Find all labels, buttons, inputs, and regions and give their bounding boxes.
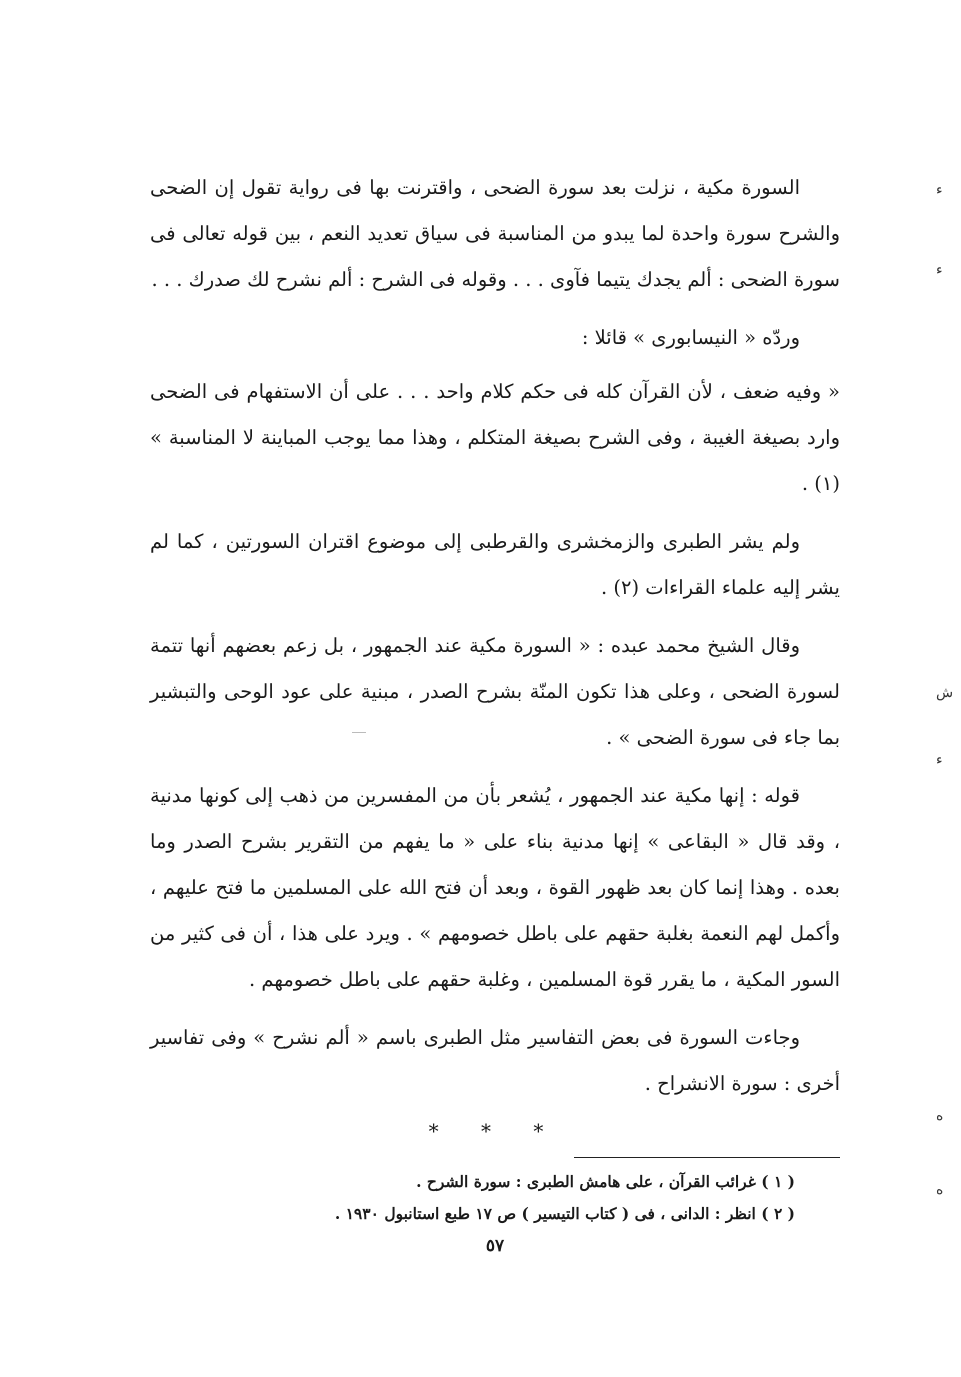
margin-mark: ء <box>936 262 943 278</box>
paragraph-abduh: وقال الشيخ محمد عبده : « السورة مكية عند الجمهور ، بل زعم بعضهم أنها تتمة لسورة الضحى ، وعلى هذا تكون المنّة بشرح الصدر ، مبنية على عود الوحى والتبشير بما جاء فى سورة الضحى » . <box>150 634 840 749</box>
margin-mark: ء <box>936 182 943 198</box>
margin-mark: ه <box>936 1182 944 1198</box>
footnote-divider <box>574 1157 840 1158</box>
section-separator: * * * <box>428 1119 562 1143</box>
scan-artifact <box>352 732 366 733</box>
margin-mark: ء <box>936 752 943 768</box>
paragraph-intro: السورة مكية ، نزلت بعد سورة الضحى ، واقترنت بها فى رواية تقول إن الضحى والشرح سورة واحدة لما يبدو من المناسبة فى سياق تعديد النعم ، بين قوله تعالى فى سورة الضحى : ألم يجدك يتيما فآوى . . . وقوله فى الشرح : ألم نشرح لك صدرك . . . <box>150 176 840 291</box>
footnotes <box>150 1166 840 1230</box>
paragraph-tabari: ولم يشر الطبرى والزمخشرى والقرطبى إلى موضوع اقتران السورتين ، كما لم يشر إليه علماء القراءات (٢) . <box>150 530 840 599</box>
paragraph-commentary: قوله : إنها مكية عند الجمهور ، يُشعر بأن من المفسرين من ذهب إلى كونها مدنية ، وقد قال « البقاعى » إنها مدنية بناء على « ما يفهم من التقرير بشرح الصدر وما بعده . وهذا إنما كان بعد ظهور القوة ، وبعد أن فتح الله على المسلمين ما فتح عليهم ، وأكمل لهم النعمة بغلبة حقهم على باطل خصومهم » . ويرد على هذا ، أن فى كثير من السور المكية ، ما يقرر قوة المسلمين ، وغلبة حقهم على باطل خصومهم . <box>150 784 840 991</box>
margin-mark: ه <box>936 1108 944 1124</box>
page-content <box>150 165 840 1256</box>
paragraph-nisaburi-intro: وردّه « النيسابورى » قائلا : <box>581 326 800 349</box>
margin-mark: ش <box>936 685 954 701</box>
page-number: ٥٧ <box>485 1236 505 1256</box>
paragraph-names: وجاءت السورة فى بعض التفاسير مثل الطبرى باسم « ألم نشرح » وفى تفاسير أخرى : سورة الانشراح . <box>150 1026 840 1095</box>
paragraph-nisaburi-quote: « وفيه ضعف ، لأن القرآن كله فى حكم كلام واحد . . . على أن الاستفهام فى الضحى وارد بصيغة الغيبة ، وفى الشرح بصيغة المتكلم ، وهذا مما يوجب المباينة لا المناسبة » (١) . <box>150 380 840 495</box>
footnote-1: ( ١ ) غرائب القرآن ، على هامش الطبرى : سورة الشرح . <box>416 1172 795 1191</box>
footnote-2: ( ٢ ) انظر : الدانى ، فى ( كتاب التيسير ) ص ١٧ طبع استانبول ١٩٣٠ . <box>334 1204 795 1223</box>
